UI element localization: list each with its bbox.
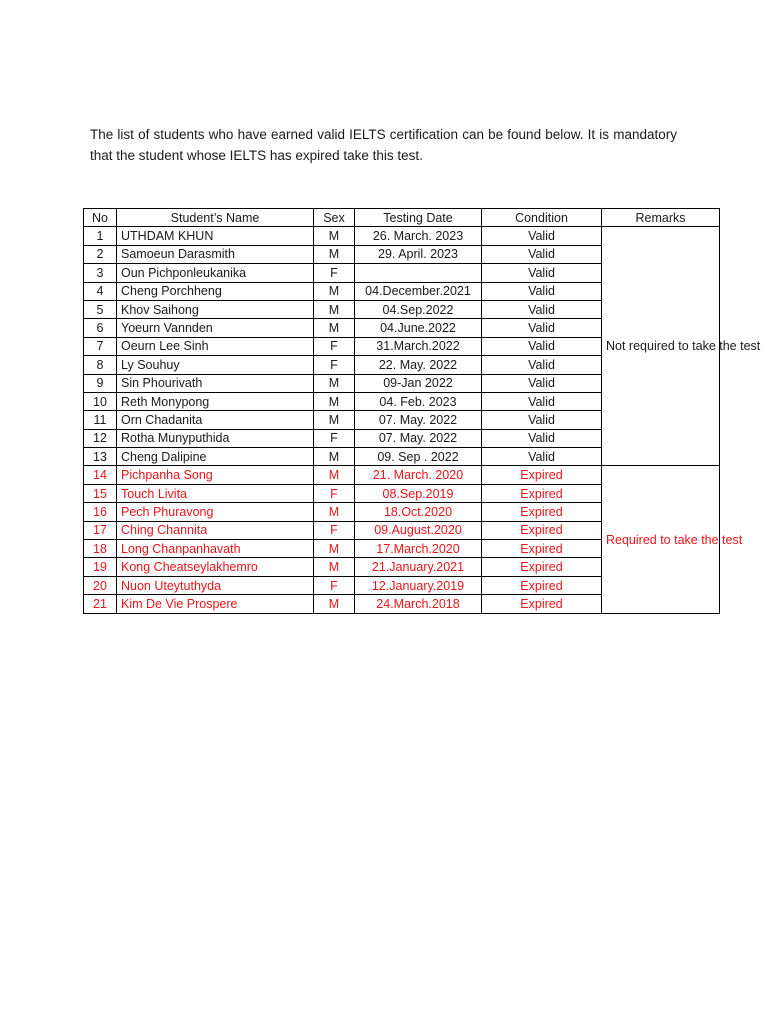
cell-no: 6	[84, 319, 117, 337]
cell-testing-date: 09. Sep . 2022	[355, 448, 482, 466]
remark-not-required: Not required to take the test	[602, 227, 720, 466]
cell-no: 8	[84, 356, 117, 374]
cell-sex: M	[314, 227, 355, 245]
cell-condition: Valid	[482, 264, 602, 282]
cell-condition: Valid	[482, 319, 602, 337]
cell-testing-date: 26. March. 2023	[355, 227, 482, 245]
intro-paragraph: The list of students who have earned valid IELTS certification can be found below. It is mandatory that the student whose IELTS has expired take this test.	[90, 127, 677, 163]
cell-no: 21	[84, 595, 117, 613]
cell-testing-date: 31.March.2022	[355, 337, 482, 355]
cell-sex: F	[314, 264, 355, 282]
cell-student-name: Sin Phourivath	[117, 374, 314, 392]
cell-condition: Valid	[482, 411, 602, 429]
cell-no: 9	[84, 374, 117, 392]
cell-condition: Expired	[482, 466, 602, 484]
cell-condition: Expired	[482, 558, 602, 576]
cell-sex: M	[314, 282, 355, 300]
cell-testing-date: 04.December.2021	[355, 282, 482, 300]
cell-sex: M	[314, 411, 355, 429]
cell-condition: Expired	[482, 540, 602, 558]
cell-no: 2	[84, 245, 117, 263]
cell-no: 3	[84, 264, 117, 282]
cell-sex: M	[314, 466, 355, 484]
cell-no: 13	[84, 448, 117, 466]
cell-testing-date: 17.March.2020	[355, 540, 482, 558]
cell-sex: M	[314, 392, 355, 410]
header-condition: Condition	[482, 209, 602, 227]
cell-testing-date: 08.Sep.2019	[355, 484, 482, 502]
cell-sex: F	[314, 356, 355, 374]
remark-required: Required to take the test	[602, 466, 720, 613]
cell-condition: Valid	[482, 448, 602, 466]
cell-testing-date: 12.January.2019	[355, 576, 482, 594]
cell-no: 17	[84, 521, 117, 539]
cell-condition: Expired	[482, 484, 602, 502]
cell-student-name: Cheng Porchheng	[117, 282, 314, 300]
cell-sex: M	[314, 374, 355, 392]
cell-condition: Valid	[482, 374, 602, 392]
cell-testing-date: 18.Oct.2020	[355, 503, 482, 521]
table-row	[84, 466, 720, 484]
cell-sex: M	[314, 540, 355, 558]
cell-student-name: Pech Phuravong	[117, 503, 314, 521]
cell-no: 19	[84, 558, 117, 576]
cell-student-name: Long Chanpanhavath	[117, 540, 314, 558]
cell-testing-date: 09-Jan 2022	[355, 374, 482, 392]
cell-student-name: Khov Saihong	[117, 300, 314, 318]
cell-sex: M	[314, 448, 355, 466]
cell-condition: Valid	[482, 245, 602, 263]
cell-sex: M	[314, 300, 355, 318]
cell-student-name: Ching Channita	[117, 521, 314, 539]
cell-student-name: Rotha Munyputhida	[117, 429, 314, 447]
cell-student-name: Oun Pichponleukanika	[117, 264, 314, 282]
cell-student-name: Cheng Dalipine	[117, 448, 314, 466]
cell-no: 10	[84, 392, 117, 410]
cell-condition: Valid	[482, 337, 602, 355]
cell-sex: F	[314, 521, 355, 539]
cell-no: 4	[84, 282, 117, 300]
students-table	[83, 208, 761, 614]
cell-testing-date: 21. March. 2020	[355, 466, 482, 484]
cell-student-name: Ly Souhuy	[117, 356, 314, 374]
cell-condition: Valid	[482, 227, 602, 245]
header-remarks: Remarks	[602, 209, 720, 227]
cell-testing-date: 07. May. 2022	[355, 429, 482, 447]
cell-student-name: Reth Monypong	[117, 392, 314, 410]
cell-condition: Valid	[482, 282, 602, 300]
cell-student-name: UTHDAM KHUN	[117, 227, 314, 245]
cell-sex: F	[314, 576, 355, 594]
cell-testing-date: 24.March.2018	[355, 595, 482, 613]
cell-testing-date: 04. Feb. 2023	[355, 392, 482, 410]
table-body	[84, 227, 761, 613]
cell-testing-date: 21.January.2021	[355, 558, 482, 576]
cell-sex: M	[314, 595, 355, 613]
cell-no: 5	[84, 300, 117, 318]
cell-no: 11	[84, 411, 117, 429]
cell-no: 12	[84, 429, 117, 447]
cell-testing-date: 04.June.2022	[355, 319, 482, 337]
cell-student-name: Kong Cheatseylakhemro	[117, 558, 314, 576]
cell-testing-date: 29. April. 2023	[355, 245, 482, 263]
cell-no: 1	[84, 227, 117, 245]
cell-student-name: Pichpanha Song	[117, 466, 314, 484]
cell-sex: M	[314, 319, 355, 337]
cell-no: 15	[84, 484, 117, 502]
cell-testing-date: 09.August.2020	[355, 521, 482, 539]
cell-condition: Valid	[482, 356, 602, 374]
cell-student-name: Yoeurn Vannden	[117, 319, 314, 337]
cell-condition: Expired	[482, 521, 602, 539]
header-testing-date: Testing Date	[355, 209, 482, 227]
table-header-row	[84, 209, 720, 227]
cell-student-name: Orn Chadanita	[117, 411, 314, 429]
cell-condition: Expired	[482, 503, 602, 521]
table-row	[84, 227, 720, 245]
cell-sex: F	[314, 337, 355, 355]
cell-sex: M	[314, 558, 355, 576]
cell-condition: Valid	[482, 429, 602, 447]
cell-no: 7	[84, 337, 117, 355]
cell-condition: Valid	[482, 392, 602, 410]
cell-student-name: Samoeun Darasmith	[117, 245, 314, 263]
cell-student-name: Kim De Vie Prospere	[117, 595, 314, 613]
cell-sex: M	[314, 245, 355, 263]
cell-no: 16	[84, 503, 117, 521]
cell-sex: F	[314, 484, 355, 502]
cell-testing-date	[355, 264, 482, 282]
cell-testing-date: 22. May. 2022	[355, 356, 482, 374]
cell-no: 20	[84, 576, 117, 594]
cell-sex: M	[314, 503, 355, 521]
cell-no: 14	[84, 466, 117, 484]
header-sex: Sex	[314, 209, 355, 227]
cell-student-name: Oeurn Lee Sinh	[117, 337, 314, 355]
header-no: No	[84, 209, 117, 227]
cell-condition: Valid	[482, 300, 602, 318]
cell-condition: Expired	[482, 576, 602, 594]
cell-condition: Expired	[482, 595, 602, 613]
header-name: Student’s Name	[117, 209, 314, 227]
cell-student-name: Nuon Uteytuthyda	[117, 576, 314, 594]
cell-testing-date: 07. May. 2022	[355, 411, 482, 429]
cell-testing-date: 04.Sep.2022	[355, 300, 482, 318]
cell-student-name: Touch Livita	[117, 484, 314, 502]
cell-sex: F	[314, 429, 355, 447]
cell-no: 18	[84, 540, 117, 558]
